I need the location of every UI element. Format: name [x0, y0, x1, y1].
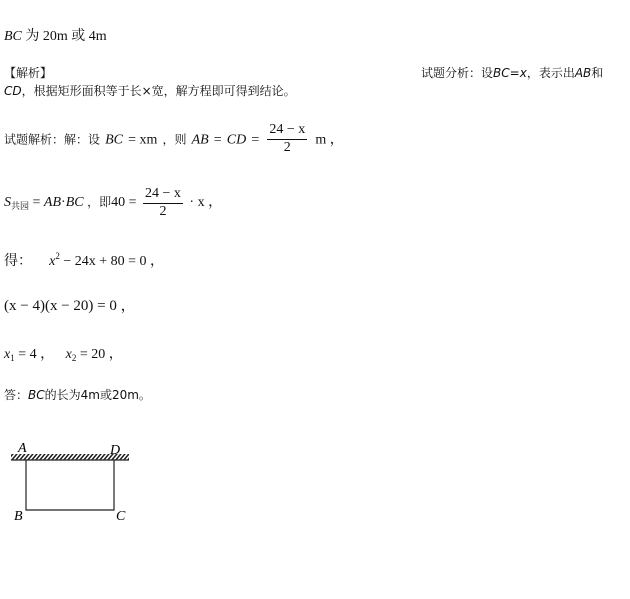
- label-c: C: [116, 509, 126, 524]
- fraction-denominator: 2: [159, 204, 167, 219]
- area-line: [4, 186, 222, 220]
- var-ab: AB: [43, 195, 62, 211]
- equation-line: [4, 250, 164, 270]
- analysis-line2-text: ，根据矩形面积等于长×宽，解方程即可得到结论。: [21, 84, 296, 98]
- var-x: x: [519, 66, 527, 80]
- analysis-line2: [4, 82, 296, 99]
- eq-sign: =: [251, 132, 260, 148]
- var-cd: CD: [4, 84, 22, 98]
- solution-unit: m ，: [315, 132, 344, 148]
- area-forty: 40 =: [111, 195, 137, 211]
- fraction-numerator: 24 − x: [143, 186, 183, 204]
- solution-label: 试题解析：解：设: [4, 132, 101, 147]
- answer-text: 为 20m 或 4m: [25, 29, 107, 44]
- x2-value: = 20 ，: [79, 347, 123, 362]
- analysis-right: [421, 64, 603, 81]
- dot: ·: [61, 195, 66, 211]
- eq-sign: =: [213, 132, 222, 148]
- factor-line: (x − 4)(x − 20) = 0 ，: [4, 298, 136, 314]
- var-bc: BC: [65, 195, 84, 211]
- var-bc: BC: [493, 66, 510, 80]
- analysis-header: 【解析】: [4, 66, 53, 80]
- x2-subscript: 2: [71, 353, 77, 363]
- roots-line: [4, 343, 123, 363]
- fraction: [267, 122, 307, 156]
- eq-sign: =: [32, 195, 41, 211]
- rectangle-figure: [0, 430, 160, 530]
- label-b: B: [14, 509, 23, 524]
- var-s: S: [4, 195, 11, 211]
- conclusion-text: 的长为4m或20m。: [44, 388, 151, 402]
- var-x: x: [49, 254, 56, 269]
- exponent: 2: [55, 251, 60, 261]
- solution-then: ，则: [162, 132, 187, 147]
- fraction: [143, 186, 183, 220]
- equation-rest: − 24x + 80 = 0 ，: [63, 254, 164, 269]
- area-times-x: · x ，: [189, 195, 223, 211]
- analysis-mid: ，表示出: [526, 66, 575, 80]
- solution-line: [4, 122, 344, 156]
- fraction-numerator: 24 − x: [267, 122, 307, 140]
- var-cd: CD: [226, 132, 247, 148]
- conclusion-label: 答：: [4, 388, 29, 402]
- x1-subscript: 1: [10, 353, 15, 363]
- get-label: 得：: [4, 253, 32, 269]
- eq-sign: =: [509, 66, 520, 80]
- area-ji: ，即: [87, 195, 112, 210]
- var-ab: AB: [574, 66, 592, 80]
- var-x1: x: [4, 347, 11, 362]
- var-bc: BC: [105, 132, 123, 148]
- var-x2: x: [65, 347, 72, 362]
- label-d: D: [110, 443, 121, 458]
- x1-value: = 4 ，: [18, 347, 55, 362]
- analysis-and: 和: [591, 66, 604, 80]
- fence-outline: [26, 460, 114, 510]
- var-bc: BC: [4, 29, 22, 44]
- answer-line: [4, 25, 107, 45]
- var-ab: AB: [191, 132, 209, 148]
- solution-eq-xm: = xm: [128, 132, 158, 148]
- conclusion-line: [4, 386, 151, 403]
- var-bc: BC: [28, 388, 45, 402]
- fraction-denominator: 2: [283, 140, 291, 155]
- analysis-label: 试题分析：设: [421, 66, 494, 80]
- s-subscript: 共园: [11, 202, 30, 213]
- label-a: A: [18, 441, 27, 456]
